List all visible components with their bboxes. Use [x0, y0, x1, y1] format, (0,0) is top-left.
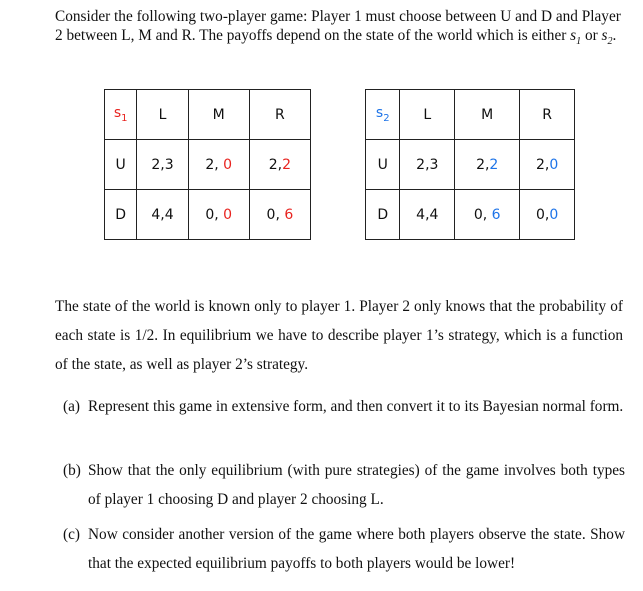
- question-text: Now consider another version of the game where both players observe the state. Show that the expected equilibrium payoffs to both players would be lower!: [88, 526, 625, 572]
- question-label: (c): [63, 526, 80, 543]
- payoff-cell: 0, 6: [249, 190, 310, 240]
- table-row: [366, 140, 575, 190]
- or-text: or: [584, 27, 598, 44]
- payoff-table-s1: [104, 89, 311, 240]
- payoff-cell: 4,4: [137, 190, 188, 240]
- payoff-cell: 0, 0: [188, 190, 249, 240]
- header-row: [105, 90, 311, 140]
- header-row: [366, 90, 575, 140]
- problem-intro: Consider the following two-player game: Player 1 must choose between U and D and Player 2 between L, M and R. The payoffs depend on the state of the world which is either $s_1$ or $s_2$.: [55, 8, 621, 48]
- payoff-cell: 4,4: [400, 190, 455, 240]
- question-text: Represent this game in extensive form, and then convert it to its Bayesian normal form.: [88, 398, 624, 415]
- state-cell: $s_2$: [366, 90, 400, 140]
- column-header: R: [249, 90, 310, 140]
- row-header: U: [366, 140, 400, 190]
- column-header: M: [455, 90, 520, 140]
- column-header: M: [188, 90, 249, 140]
- table-row: [366, 190, 575, 240]
- payoff-cell: 2,3: [400, 140, 455, 190]
- column-header: L: [400, 90, 455, 140]
- table-row: [105, 140, 311, 190]
- question-c: [63, 520, 625, 578]
- payoff-cell: 2, 0: [188, 140, 249, 190]
- intro-text: Consider the following two-player game: Player 1 must choose between U and D and Player 2 between L, M and R. The payoffs depend on the state of the world which is either: [55, 8, 621, 44]
- payoff-cell: 2,3: [137, 140, 188, 190]
- row-header: D: [105, 190, 137, 240]
- row-header: U: [105, 140, 137, 190]
- payoff-cell: 2,2: [249, 140, 310, 190]
- payoff-table-s2: [365, 89, 575, 240]
- question-b: [63, 456, 625, 514]
- question-label: (a): [63, 398, 80, 415]
- payoff-cell: 0,0: [520, 190, 575, 240]
- payoff-cell: 0, 6: [455, 190, 520, 240]
- column-header: L: [137, 90, 188, 140]
- state-cell: $s_1$: [105, 90, 137, 140]
- table-row: [105, 190, 311, 240]
- payoff-cell: 2,2: [455, 140, 520, 190]
- question-text: Show that the only equilibrium (with pure strategies) of the game involves both types of player 1 choosing D and player 2 choosing L.: [88, 462, 625, 508]
- payoff-cell: 2,0: [520, 140, 575, 190]
- state-s2: $s_2$: [601, 27, 613, 48]
- column-header: R: [520, 90, 575, 140]
- description-paragraph: The state of the world is known only to player 1. Player 2 only knows that the probability of each state is 1/2. In equilibrium we have to describe player 1’s strategy, which is a function of the state, as well as player 2’s strategy.: [55, 298, 623, 373]
- state-s1: $s_1$: [570, 27, 582, 48]
- question-label: (b): [63, 462, 81, 479]
- row-header: D: [366, 190, 400, 240]
- question-a: [63, 392, 625, 421]
